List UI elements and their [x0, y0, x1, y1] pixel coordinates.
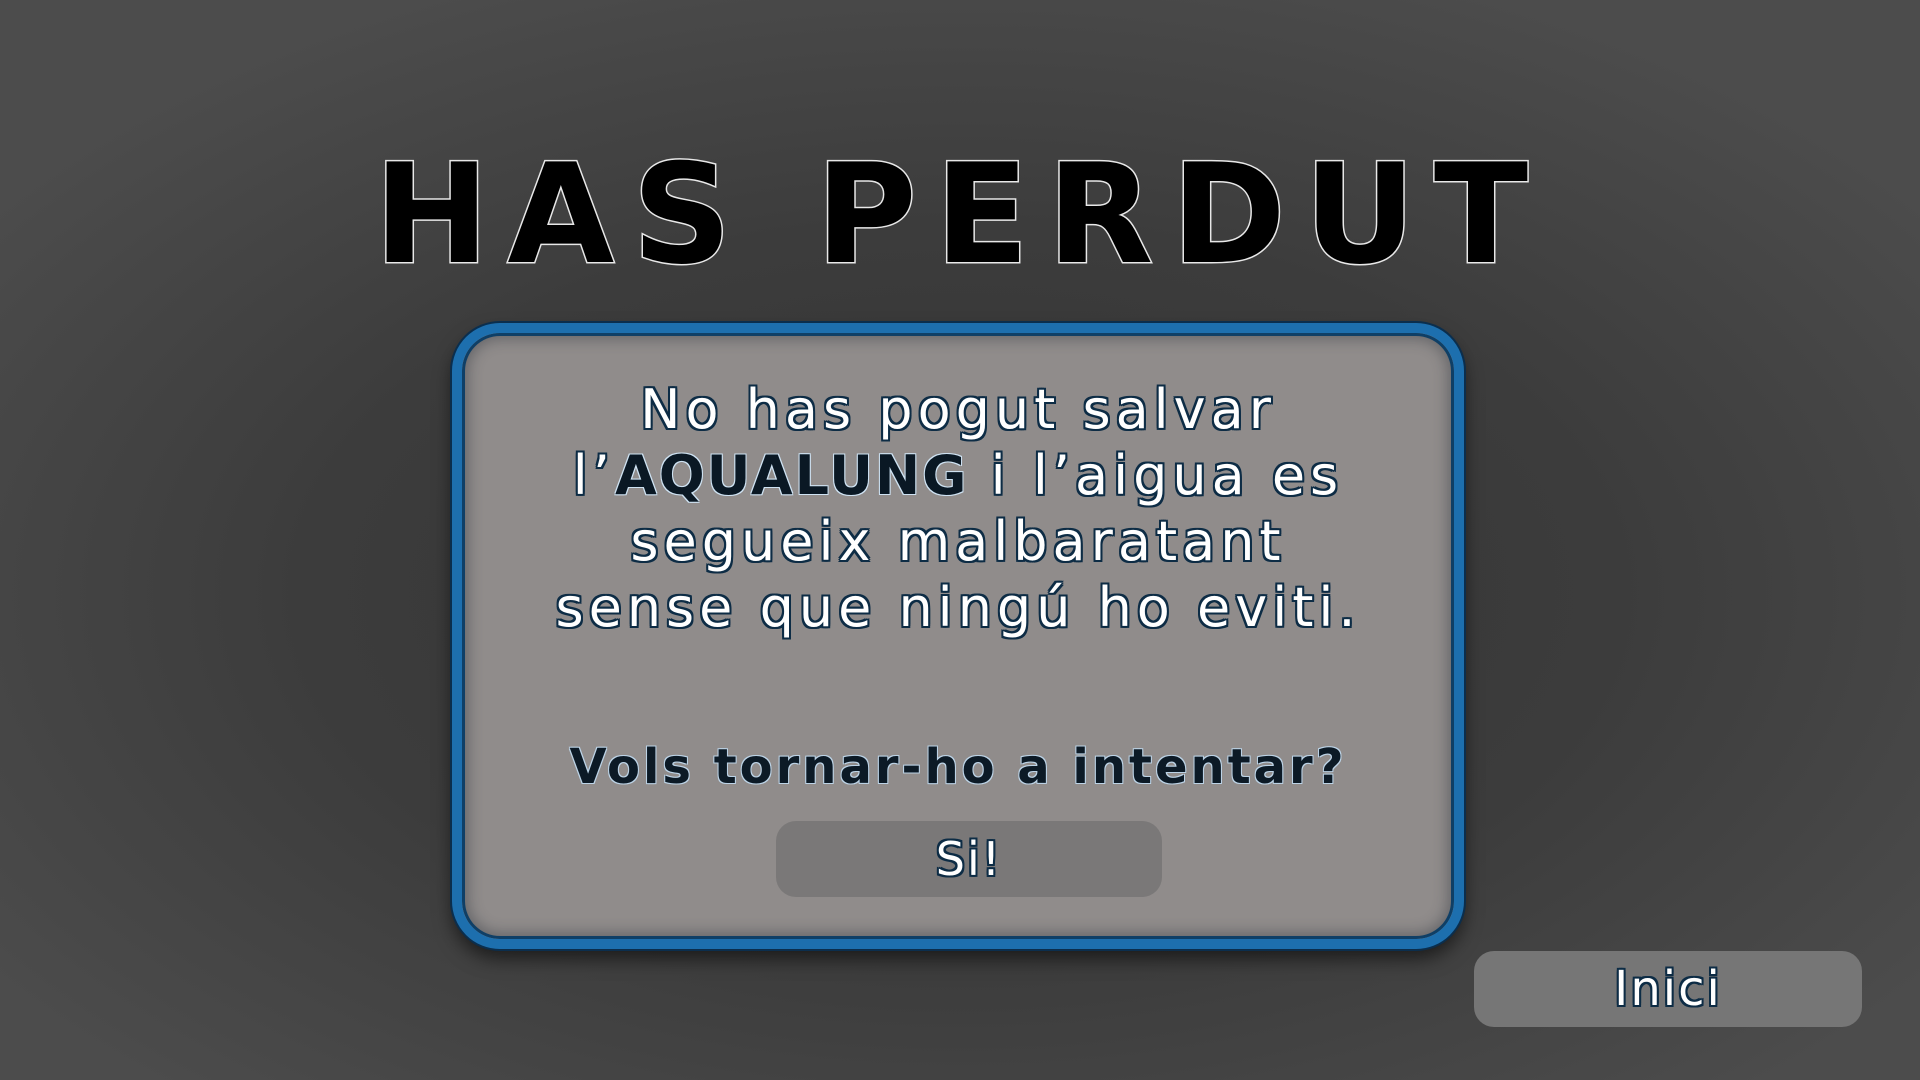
- game-over-panel: [452, 323, 1464, 949]
- game-over-title: HAS PERDUT: [373, 134, 1547, 295]
- home-button[interactable]: Inici: [1474, 951, 1862, 1027]
- retry-button[interactable]: Si!: [776, 821, 1162, 897]
- message-line-2-prefix: l’: [572, 444, 615, 507]
- game-over-message: [462, 377, 1454, 641]
- message-line-3: segueix malbaratant: [630, 510, 1286, 573]
- message-line-4: sense que ningú ho eviti.: [555, 576, 1361, 639]
- message-line-1: No has pogut salvar: [640, 378, 1276, 441]
- aqualung-highlight: AQUALUNG: [614, 444, 969, 507]
- message-line-2: [462, 443, 1454, 509]
- message-line-2-suffix: i l’aigua es: [968, 444, 1344, 507]
- retry-question: Vols tornar-ho a intentar?: [569, 739, 1347, 795]
